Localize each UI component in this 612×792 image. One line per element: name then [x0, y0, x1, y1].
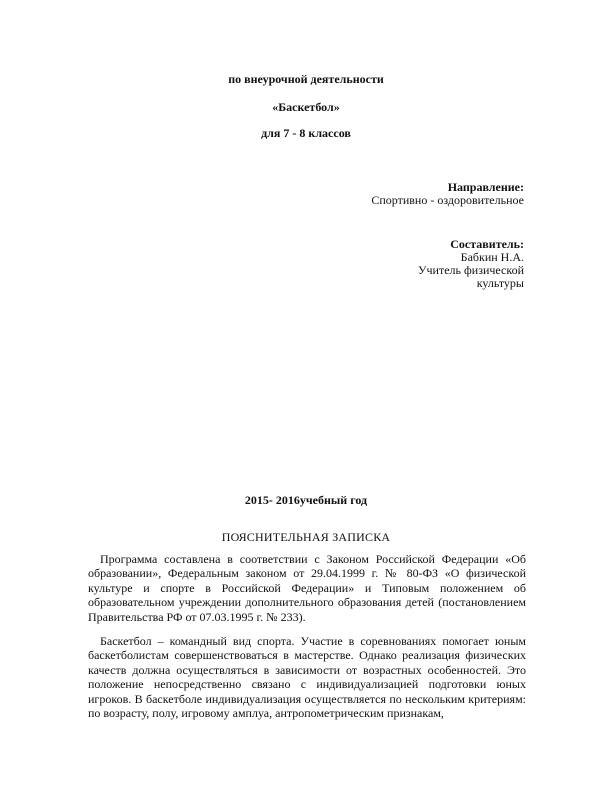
program-subtitle: по внеурочной деятельности: [228, 72, 384, 86]
author-block: [418, 238, 524, 290]
direction-block: [371, 181, 524, 207]
paragraph-2: Баскетбол – командный вид спорта. Участие в соревнованиях помогает юным баскетболистам совершенствоваться в мастерстве. Однако реализация физических качеств должна осуществляться в зависимости от возрастных особенностей. Это положение непосредственно связано с индивидуализацией подготовки юных игроков. В баскетболе индивидуализация осуществляется по нескольким критериям: по возрасту, полу, игровому амплуа, антропометрическим признакам,: [88, 634, 526, 721]
direction-label: Направление:: [447, 180, 524, 194]
author-role-line-1: Учитель физической: [418, 263, 524, 277]
direction-value: Спортивно - оздоровительное: [371, 193, 524, 207]
author-role-line-2: культуры: [476, 276, 524, 290]
author-name: Бабкин Н.А.: [460, 250, 524, 264]
author-label: Составитель:: [450, 237, 524, 251]
paragraph-1: Программа составлена в соответствии с Законом Российской Федерации «Об образовании», Федеральным законом от 29.04.1999 г. № 80-ФЗ «О физической культуре и спорте в Российской Федерации» и Типовым положением об образовательном учреждении дополнительного образования детей (постановлением Правительства РФ от 07.03.1995 г. № 233).: [88, 552, 526, 624]
program-grades: для 7 - 8 классов: [261, 126, 351, 140]
academic-year: 2015- 2016учебный год: [244, 493, 368, 507]
section-title: ПОЯСНИТЕЛЬНАЯ ЗАПИСКА: [221, 530, 391, 544]
program-name: «Баскетбол»: [272, 100, 340, 114]
